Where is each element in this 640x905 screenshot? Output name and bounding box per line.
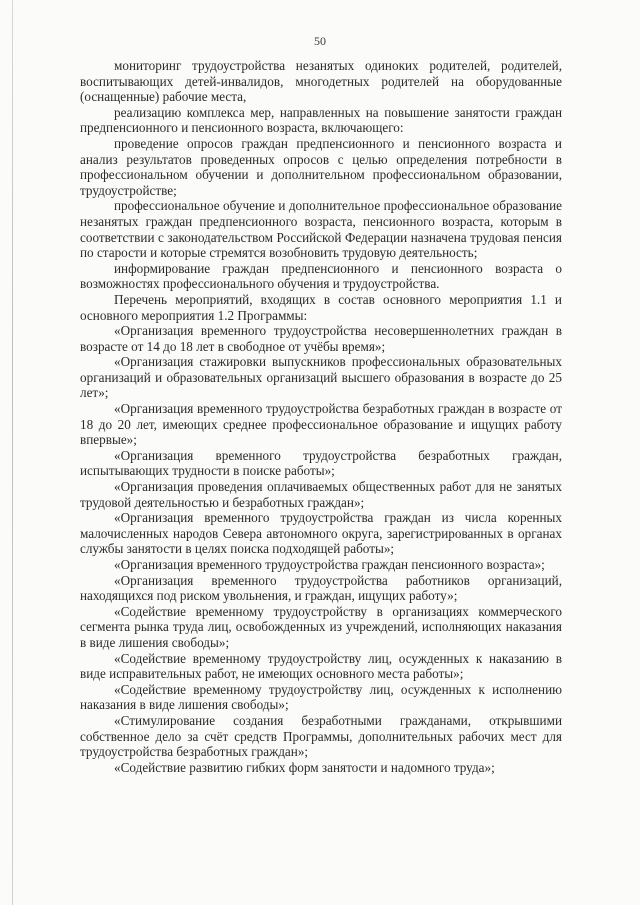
paragraph: проведение опросов граждан предпенсионного и пенсионного возраста и анализ результатов проведенных опросов с целью определения потребности в профессиональном обучении и дополнительном профессиональном образовании, трудоустройстве; <box>80 135 562 198</box>
list-item: «Организация временного трудоустройства несовершеннолетних граждан в возрасте от 14 до 18 лет в свободное от учёбы время»; <box>80 323 562 354</box>
paragraph: информирование граждан предпенсионного и пенсионного возраста о возможностях профессионального обучения и трудоустройства. <box>80 260 562 292</box>
list-item: «Организация временного трудоустройства безработных граждан, испытывающих трудности в поиске работы»; <box>80 447 562 479</box>
page-number: 50 <box>314 34 326 48</box>
paragraph: мониторинг трудоустройства незанятых одиноких родителей, родителей, воспитывающих детей-инвалидов, многодетных родителей на оборудованные (оснащенные) рабочие места, <box>80 58 562 105</box>
paragraph: реализацию комплекса мер, направленных на повышение занятости граждан предпенсионного и пенсионного возраста, включающего: <box>80 104 562 136</box>
list-item: «Содействие временному трудоустройству лиц, осужденных к исполнению наказания в виде лишения свободы»; <box>80 681 562 713</box>
scan-edge-line <box>12 0 13 905</box>
page-body <box>80 58 562 775</box>
paragraph: профессиональное обучение и дополнительное профессиональное образование незанятых граждан предпенсионного возраста, пенсионного возраста, которым в соответствии с законодательством Российской Федерации назначена трудовая пенсия по старости и которые стремятся возобновить трудовую деятельность; <box>80 198 562 261</box>
list-item: «Организация стажировки выпускников профессиональных образовательных организаций и образовательных организаций высшего образования в возрасте до 25 лет»; <box>80 354 562 401</box>
list-item: «Содействие временному трудоустройству в организациях коммерческого сегмента рынка труда лиц, освобожденных из учреждений, исполняющих наказания в виде лишения свободы»; <box>80 603 562 650</box>
list-item: «Организация временного трудоустройства работников организаций, находящихся под риском увольнения, и граждан, ищущих работу»; <box>80 572 562 604</box>
list-item: «Стимулирование создания безработными гражданами, открывшими собственное дело за счёт средств Программы, дополнительных рабочих мест для трудоустройства безработных граждан»; <box>80 712 562 760</box>
list-item: «Содействие временному трудоустройству лиц, осужденных к наказанию в виде исправительных работ, не имеющих основного места работы»; <box>80 650 562 682</box>
list-item: «Организация проведения оплачиваемых общественных работ для не занятых трудовой деятельностью и безработных граждан»; <box>80 479 562 510</box>
list-item: «Организация временного трудоустройства граждан из числа коренных малочисленных народов Севера автономного округа, зарегистрированных в органах службы занятости в целях поиска подходящей работы»; <box>80 510 562 557</box>
list-item: «Организация временного трудоустройства граждан пенсионного возраста»; <box>114 557 545 572</box>
list-item: «Содействие развитию гибких форм занятости и надомного труда»; <box>114 759 495 775</box>
list-item: «Организация временного трудоустройства безработных граждан в возрасте от 18 до 20 лет, имеющих среднее профессиональное образование и ищущих работу впервые»; <box>80 401 562 448</box>
paragraph: Перечень мероприятий, входящих в состав основного мероприятия 1.1 и основного мероприятия 1.2 Программы: <box>80 291 562 323</box>
